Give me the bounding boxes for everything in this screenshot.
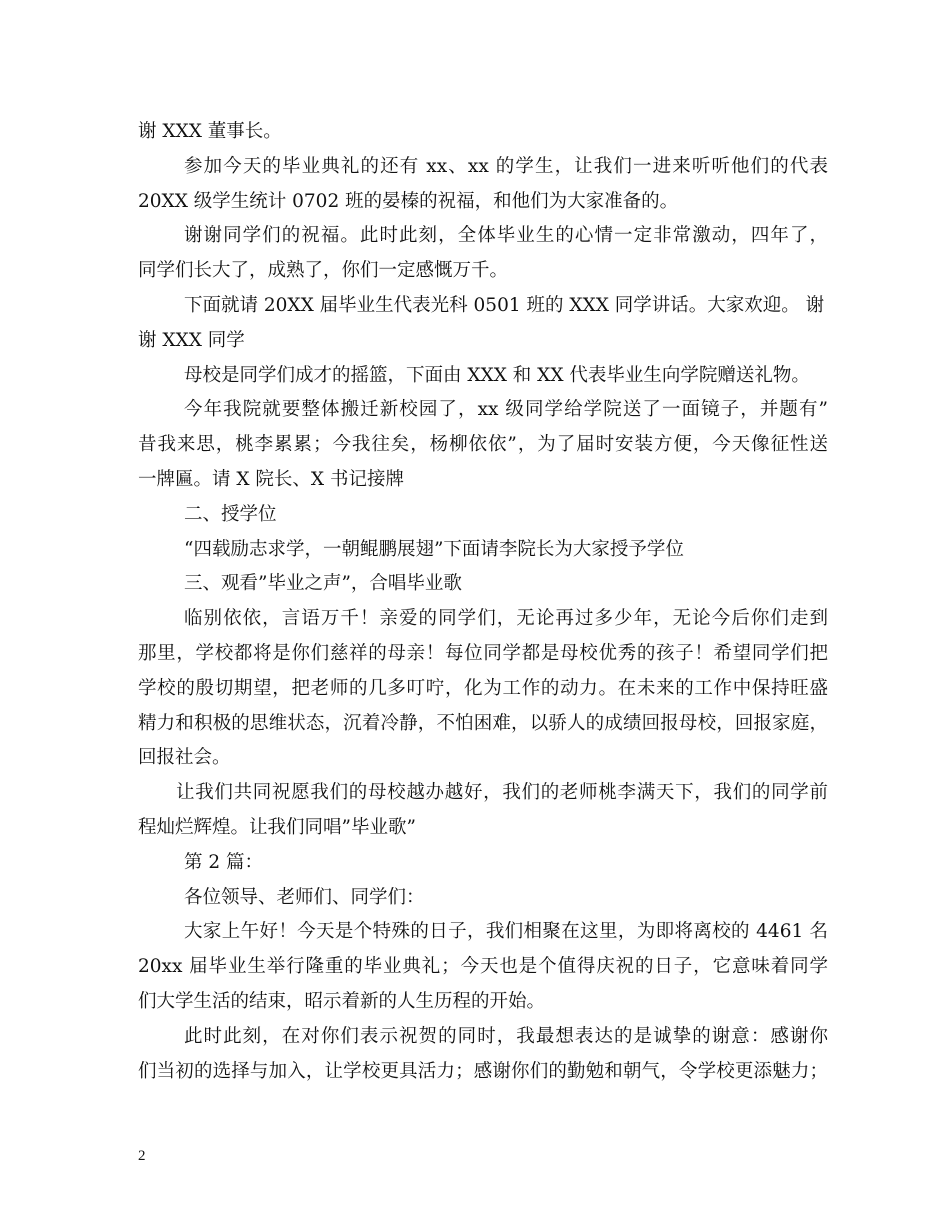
text-line: 同学们长大了，成熟了，你们一定感慨万千。	[138, 260, 509, 282]
text-line: 参加今天的毕业典礼的还有 xx、xx 的学生，让我们一进来听听他们的代表	[184, 155, 828, 177]
text-line: 母校是同学们成才的摇篮，下面由 XXX 和 XX 代表毕业生向学院赠送礼物。	[184, 364, 810, 386]
text-line: 一牌匾。请 X 院长、X 书记接牌	[138, 468, 404, 490]
text-line: 此时此刻，在对你们表示祝贺的同时，我最想表达的是诚挚的谢意：感谢你	[184, 1025, 828, 1047]
page-number: 2	[138, 1148, 146, 1164]
text-line: 20xx 届毕业生举行隆重的毕业典礼；今天也是个值得庆祝的日子，它意味着同学	[138, 956, 828, 978]
text-line: 谢 XXX 董事长。	[138, 121, 282, 142]
text-line: 下面就请 20XX 届毕业生代表光科 0501 班的 XXX 同学讲话。大家欢迎。 谢	[184, 294, 825, 316]
text-line: 谢谢同学们的祝福。此时此刻，全体毕业生的心情一定非常激动，四年了，	[184, 225, 828, 247]
text-line: 程灿烂辉煌。让我们同唱”毕业歌”	[138, 816, 416, 838]
text-line: 精力和积极的思维状态，沉着冷静，不怕困难，以骄人的成绩回报母校，回报家庭，	[138, 712, 828, 734]
section-heading: 第 2 篇：	[184, 851, 264, 873]
text-line: 临别依依，言语万千！亲爱的同学们，无论再过多少年，无论今后你们走到	[184, 608, 828, 630]
text-line: 谢 XXX 同学	[138, 329, 245, 351]
text-line: 大家上午好！今天是个特殊的日子，我们相聚在这里，为即将离校的 4461 名	[184, 921, 828, 943]
text-line: “四载励志求学，一朝鲲鹏展翅”下面请李院长为大家授予学位	[184, 538, 684, 560]
text-line: 让我们共同祝愿我们的母校越办越好，我们的老师桃李满天下，我们的同学前	[176, 782, 828, 804]
document-body	[138, 115, 828, 1089]
text-line: 回报社会。	[138, 747, 231, 769]
text-line: 今年我院就要整体搬迁新校园了，xx 级同学给学院送了一面镜子，并题有”	[184, 399, 828, 421]
text-line: 们大学生活的结束，昭示着新的人生历程的开始。	[138, 990, 546, 1012]
text-line: 那里，学校都将是你们慈祥的母亲！每位同学都是母校优秀的孩子！希望同学们把	[138, 642, 828, 664]
text-line: 们当初的选择与加入，让学校更具活力；感谢你们的勤勉和朝气，令学校更添魅力；	[138, 1060, 828, 1082]
text-line: 学校的殷切期望，把老师的几多叮咛，化为工作的动力。在未来的工作中保持旺盛	[138, 677, 828, 699]
text-line: 昔我来思，桃李累累；今我往矣，杨柳依依”，为了届时安装方便，今天像征性送	[138, 434, 828, 456]
text-line: 20XX 级学生统计 0702 班的晏榛的祝福，和他们为大家准备的。	[138, 190, 679, 212]
section-heading: 二、授学位	[184, 503, 277, 525]
section-heading: 三、观看”毕业之声”，合唱毕业歌	[184, 573, 462, 595]
salutation: 各位领导、老师们、同学们：	[184, 886, 425, 908]
